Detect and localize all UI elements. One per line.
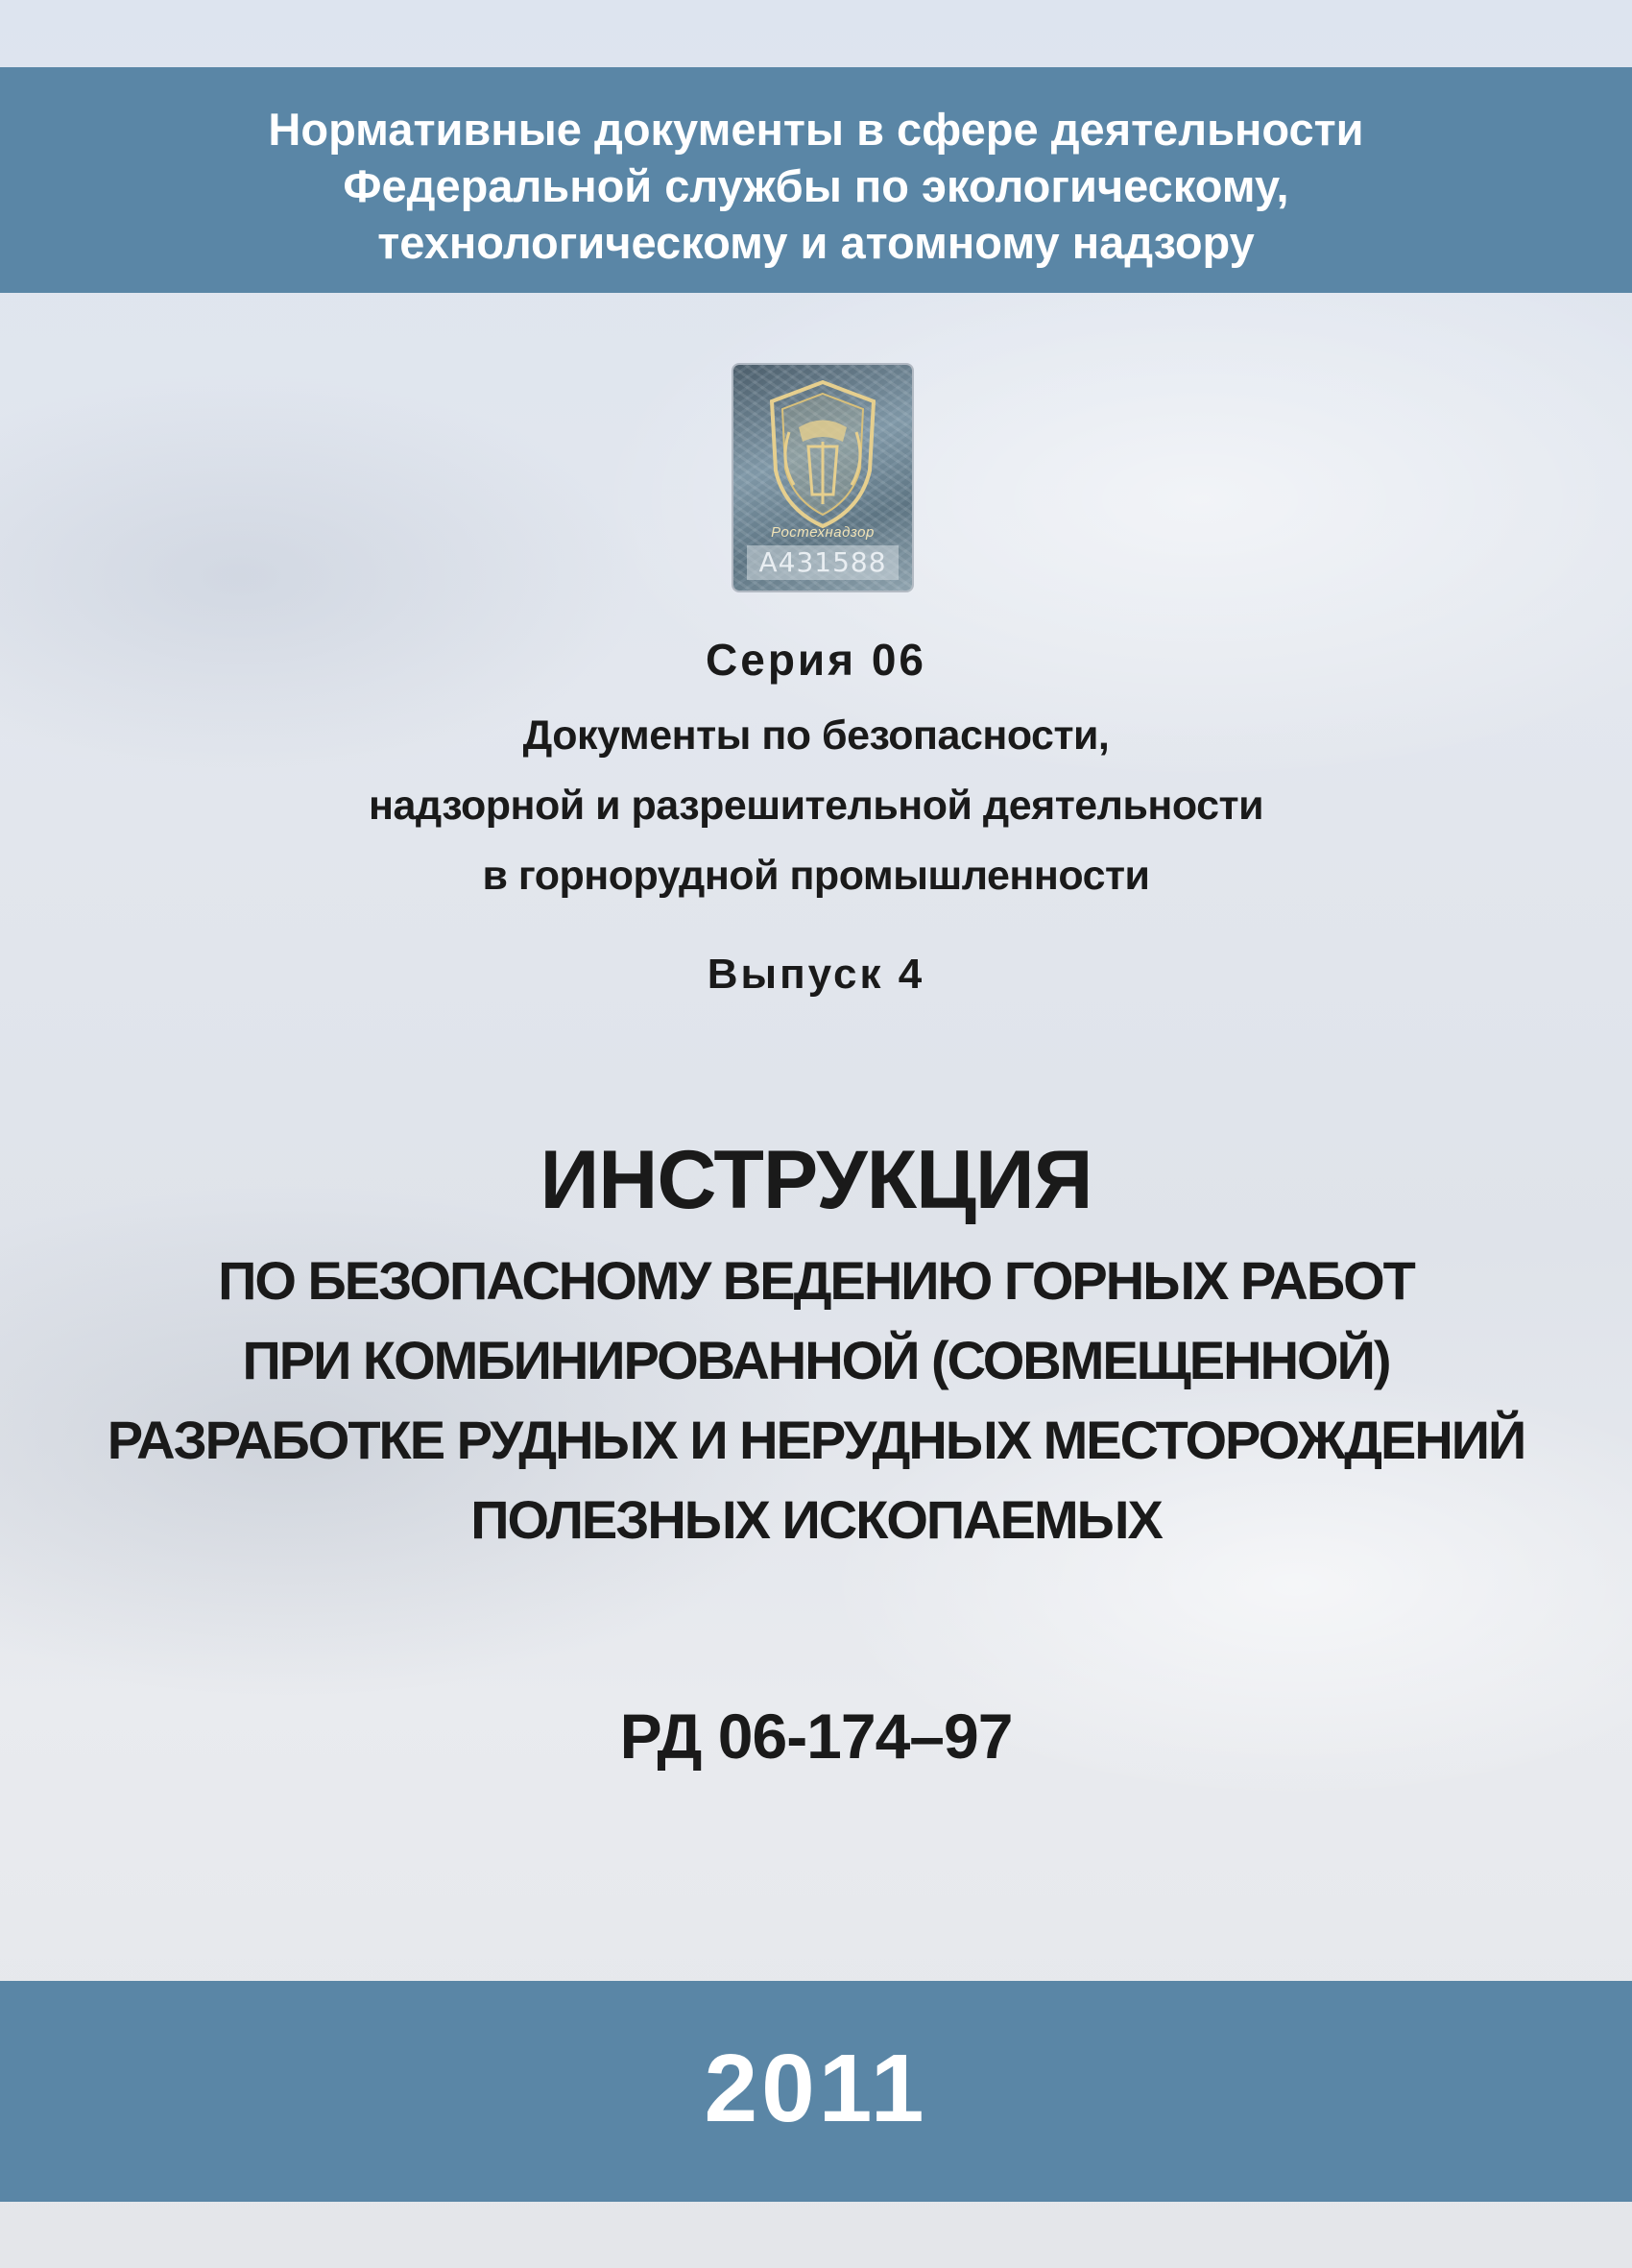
document-title: ИНСТРУКЦИЯ [540,1134,1092,1226]
publication-year: 2011 [704,2035,928,2142]
header-line-3: технологическому и атомному надзору [377,217,1255,268]
document-subtitle-line-3: РАЗРАБОТКЕ РУДНЫХ И НЕРУДНЫХ МЕСТОРОЖДЕНИЙ [107,1410,1525,1470]
shield-eagle-emblem-icon [751,374,895,533]
header-line-2: Федеральной службы по экологическому, [343,160,1289,211]
series-description-line-1: Документы по безопасности, [522,712,1110,759]
hologram-serial-number: А431588 [747,545,899,580]
document-subtitle-line-4: ПОЛЕЗНЫХ ИСКОПАЕМЫХ [470,1489,1162,1550]
hologram-caption: Ростехнадзор [771,524,875,541]
publisher-header [0,101,1632,271]
document-subtitle-line-2: ПРИ КОМБИНИРОВАННОЙ (СОВМЕЩЕННОЙ) [242,1330,1390,1390]
document-subtitle-line-1: ПО БЕЗОПАСНОМУ ВЕДЕНИЮ ГОРНЫХ РАБОТ [218,1250,1414,1311]
hologram-sticker [733,365,912,591]
document-subtitle [0,1241,1632,1559]
document-code: РД 06-174–97 [619,1701,1013,1772]
series-description-line-3: в горнорудной промышленности [482,853,1150,899]
series-title: Серия 06 [706,635,926,685]
series-description-line-2: надзорной и разрешительной деятельности [368,783,1264,829]
header-line-1: Нормативные документы в сфере деятельности [268,104,1364,155]
issue-number: Выпуск 4 [707,951,925,998]
series-description [0,701,1632,911]
